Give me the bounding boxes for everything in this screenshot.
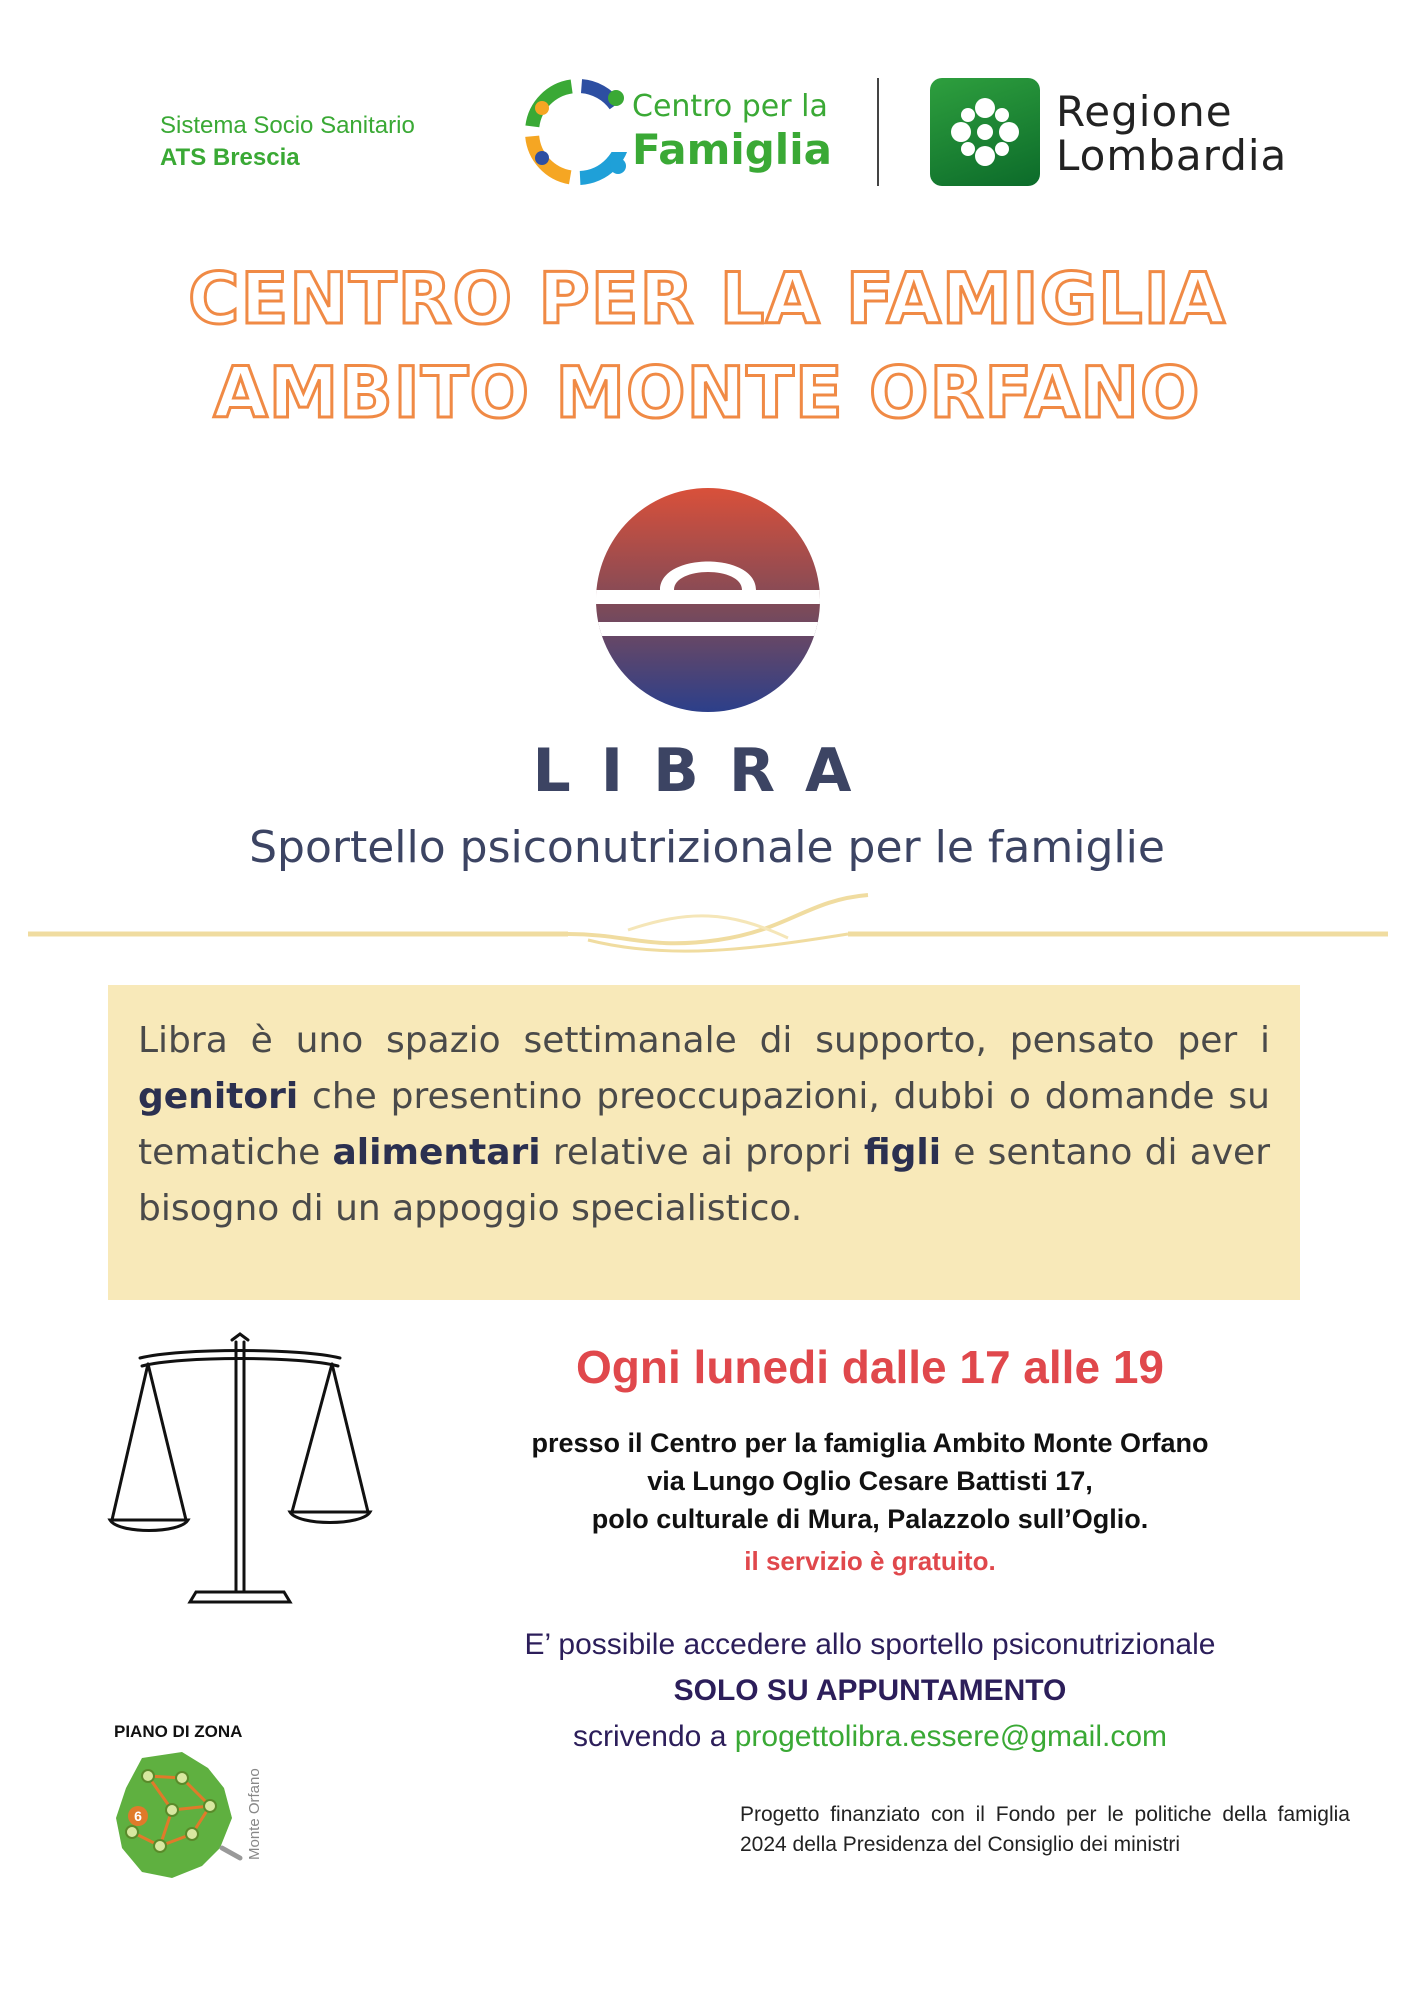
access-prefix: scrivendo a [572,1720,735,1753]
page-title-line-1: CENTRO PER LA FAMIGLIA [188,258,1226,340]
info-text-4: e sentano di aver bisogno di un appoggio specialistico. [138,1132,1271,1229]
regione-lombardia-wordmark [1056,87,1288,180]
contact-email-link[interactable]: progettolibra.essere@gmail.com [734,1720,1168,1753]
libra-subtitle: Sportello psiconutrizionale per le famiglie [249,822,1165,873]
regione-lombardia-logo-icon [930,78,1040,186]
schedule-heading: Ogni lunedi dalle 17 alle 19 [576,1341,1164,1393]
info-bold-figli: figli [863,1132,942,1173]
piano-di-zona-label: PIANO DI ZONA [114,1722,243,1741]
free-service-note: il servizio è gratuito. [744,1546,996,1576]
info-text-2: che presentino preoccupazioni, dubbi o domande su tematiche [138,1076,1270,1173]
address-line-3: polo culturale di Mura, Palazzolo sull’Oglio. [591,1504,1149,1534]
piano-di-zona-vertical-label: Monte Orfano [246,1768,263,1860]
ats-line-2: ATS Brescia [160,144,300,171]
libra-name: LIBRA [532,736,882,806]
region-line-1: Regione [1056,87,1233,136]
info-bold-genitori: genitori [138,1076,299,1117]
access-line-1: E’ possibile accedere allo sportello psiconutrizionale [524,1628,1216,1661]
piano-di-zona-map-icon [112,1748,262,1888]
access-line-2: SOLO SU APPUNTAMENTO [673,1674,1067,1707]
access-line-3 [380,1720,1360,1754]
region-line-2: Lombardia [1056,131,1288,180]
balance-scale-icon [100,1330,380,1620]
funding-note: Progetto finanziato con il Fondo per le politiche della famiglia 2024 della Presidenza del Consiglio dei ministri [740,1803,1350,1856]
centro-famiglia-wordmark [632,88,832,174]
ats-line-1: Sistema Socio Sanitario [160,112,415,139]
ats-brescia-label [160,110,415,174]
cpf-line-1: Centro per la [632,89,828,124]
info-bold-alimentari: alimentari [332,1132,541,1173]
header-divider [877,78,879,186]
page-title-line-2: AMBITO MONTE ORFANO [213,352,1201,434]
cpf-line-2: Famiglia [632,125,832,174]
decorative-wave-divider [28,890,1388,970]
address-line-2: via Lungo Oglio Cesare Battisti 17, [647,1466,1093,1496]
info-paragraph [138,1013,1270,1237]
info-text-1: Libra è uno spazio settimanale di supporto, pensato per i [138,1020,1270,1061]
libra-emblem-icon [590,482,826,718]
info-text-3: relative ai propri [540,1132,864,1173]
address-line-1: presso il Centro per la famiglia Ambito Monte Orfano [531,1428,1209,1458]
pdz-number: 6 [134,1808,142,1824]
